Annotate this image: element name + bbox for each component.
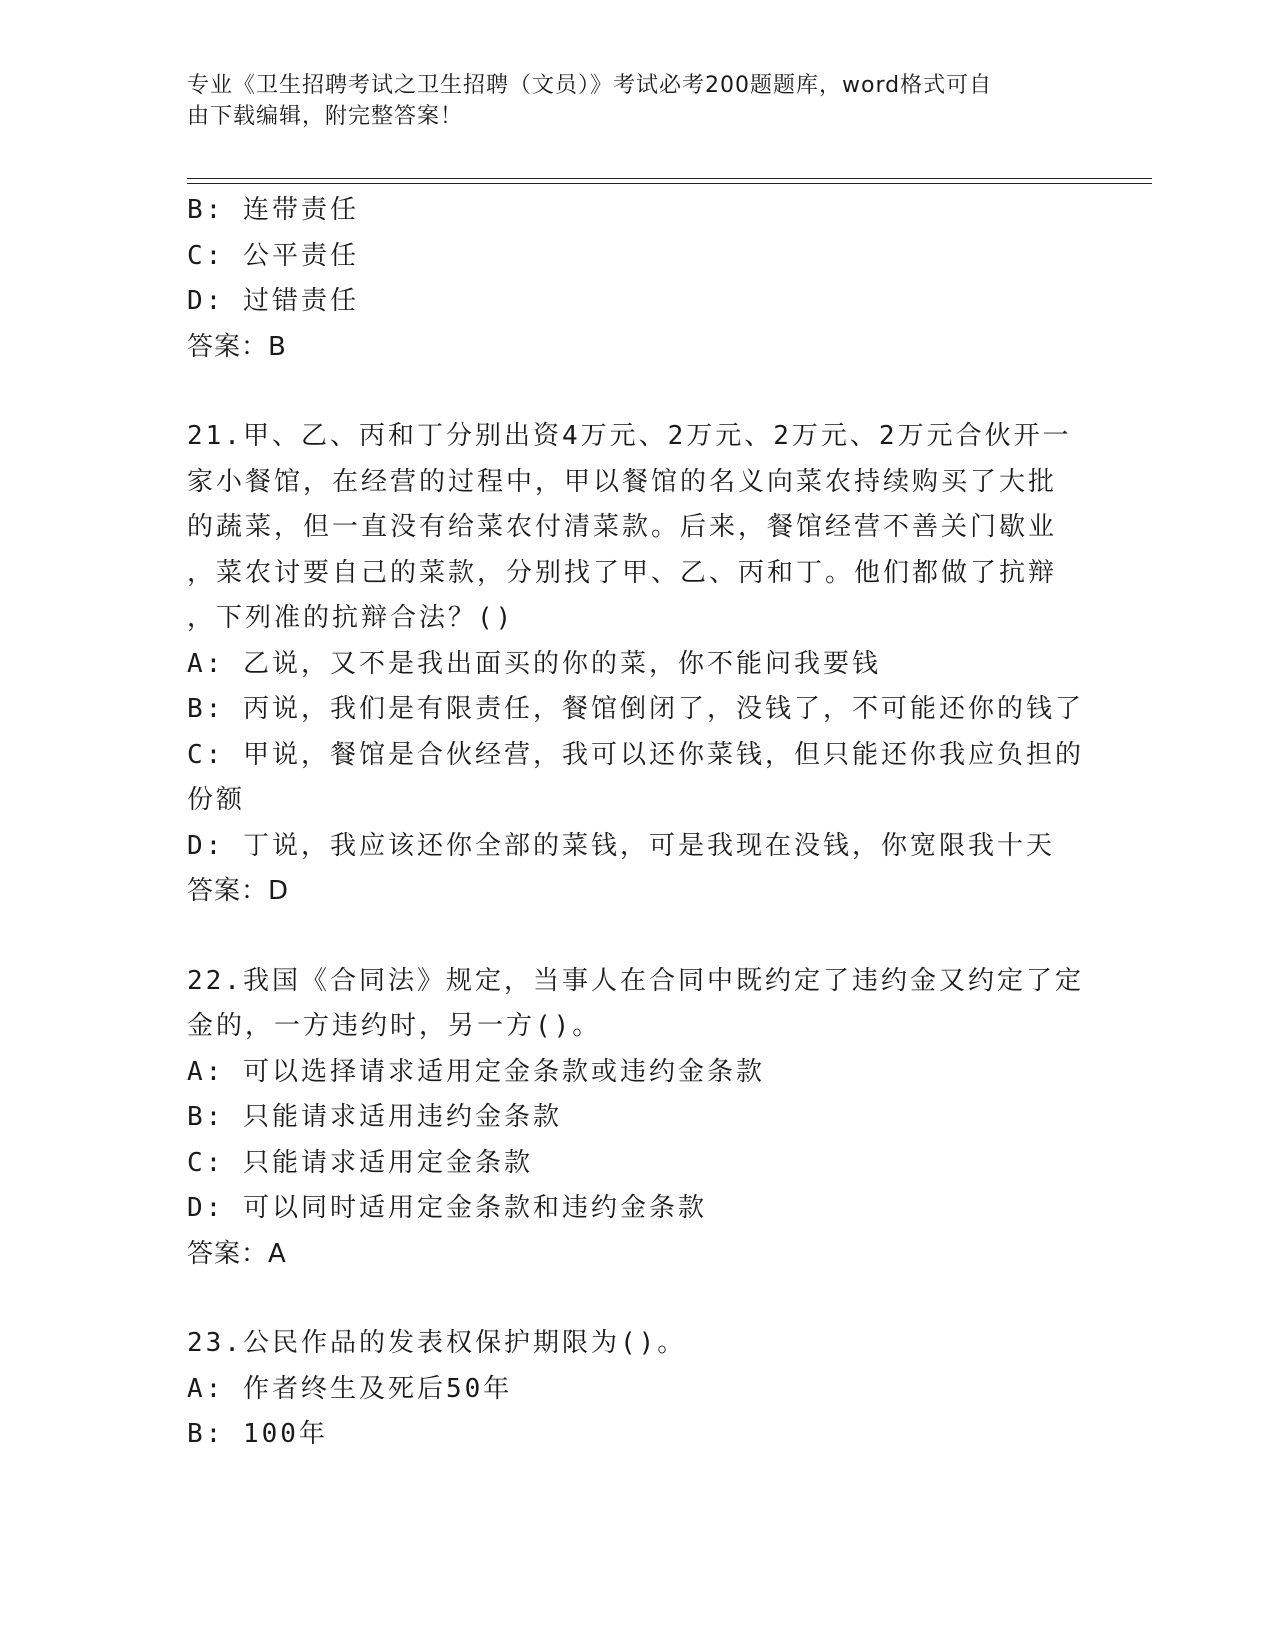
question-stem-line: 23.公民作品的发表权保护期限为()。 — [187, 1328, 687, 1358]
question-stem-line: 22.我国《合同法》规定，当事人在合同中既约定了违约金又约定了定 — [187, 965, 1084, 996]
option-b: B: 100年 — [187, 1419, 328, 1449]
question-stem-line: ，菜农讨要自己的菜款，分别找了甲、乙、丙和丁。他们都做了抗辩 — [187, 557, 1058, 588]
question-stem-line: 的蔬菜，但一直没有给菜农付清菜款。后来，餐馆经营不善关门歇业 — [187, 512, 1058, 542]
option-a: A: 可以选择请求适用定金条款或违约金条款 — [187, 1056, 765, 1087]
option-c: C: 甲说，餐馆是合伙经营，我可以还你菜钱，但只能还你我应负担的 — [187, 739, 1084, 770]
header-divider-bottom — [187, 183, 1152, 184]
question-22 — [187, 959, 1087, 1278]
option-b: B: 丙说，我们是有限责任，餐馆倒闭了，没钱了，不可能还你的钱了 — [187, 694, 1084, 724]
question-stem-line: 金的，一方违约时，另一方()。 — [187, 1011, 602, 1041]
question-stem-line: 家小餐馆，在经营的过程中，甲以餐馆的名义向菜农持续购买了大批 — [187, 466, 1058, 497]
question-stem-line: ，下列准的抗辩合法？() — [187, 603, 515, 633]
option-c: C: 只能请求适用定金条款 — [187, 1147, 533, 1178]
header-line-1: 专业《卫生招聘考试之卫生招聘（文员）》考试必考200题题库，word格式可自 — [187, 73, 993, 98]
option-d: D: 可以同时适用定金条款和违约金条款 — [187, 1193, 707, 1223]
option-c: C: 公平责任 — [187, 240, 359, 271]
option-d: D: 过错责任 — [187, 286, 359, 316]
answer-line: 答案：A — [187, 1238, 287, 1269]
question-content — [187, 188, 1087, 1458]
question-prev — [187, 188, 1087, 370]
answer-line: 答案：D — [187, 876, 290, 906]
question-stem-line: 21.甲、乙、丙和丁分别出资4万元、2万元、2万元、2万元合伙开一 — [187, 421, 1072, 451]
option-a: A: 作者终生及死后50年 — [187, 1373, 513, 1404]
spacer — [187, 1277, 1087, 1321]
answer-line: 答案：B — [187, 331, 287, 362]
spacer — [187, 370, 1087, 414]
option-b: B: 连带责任 — [187, 195, 359, 225]
spacer — [187, 915, 1087, 959]
header-line-2: 由下载编辑，附完整答案！ — [187, 104, 464, 129]
header-divider-top — [187, 178, 1152, 179]
option-b: B: 只能请求适用违约金条款 — [187, 1102, 562, 1132]
option-c-continued: 份额 — [187, 785, 246, 815]
question-21 — [187, 414, 1087, 915]
option-d: D: 丁说，我应该还你全部的菜钱，可是我现在没钱，你宽限我十天 — [187, 830, 1055, 861]
option-a: A: 乙说，又不是我出面买的你的菜，你不能问我要钱 — [187, 648, 881, 679]
document-header — [187, 70, 1067, 132]
question-23 — [187, 1321, 1087, 1458]
